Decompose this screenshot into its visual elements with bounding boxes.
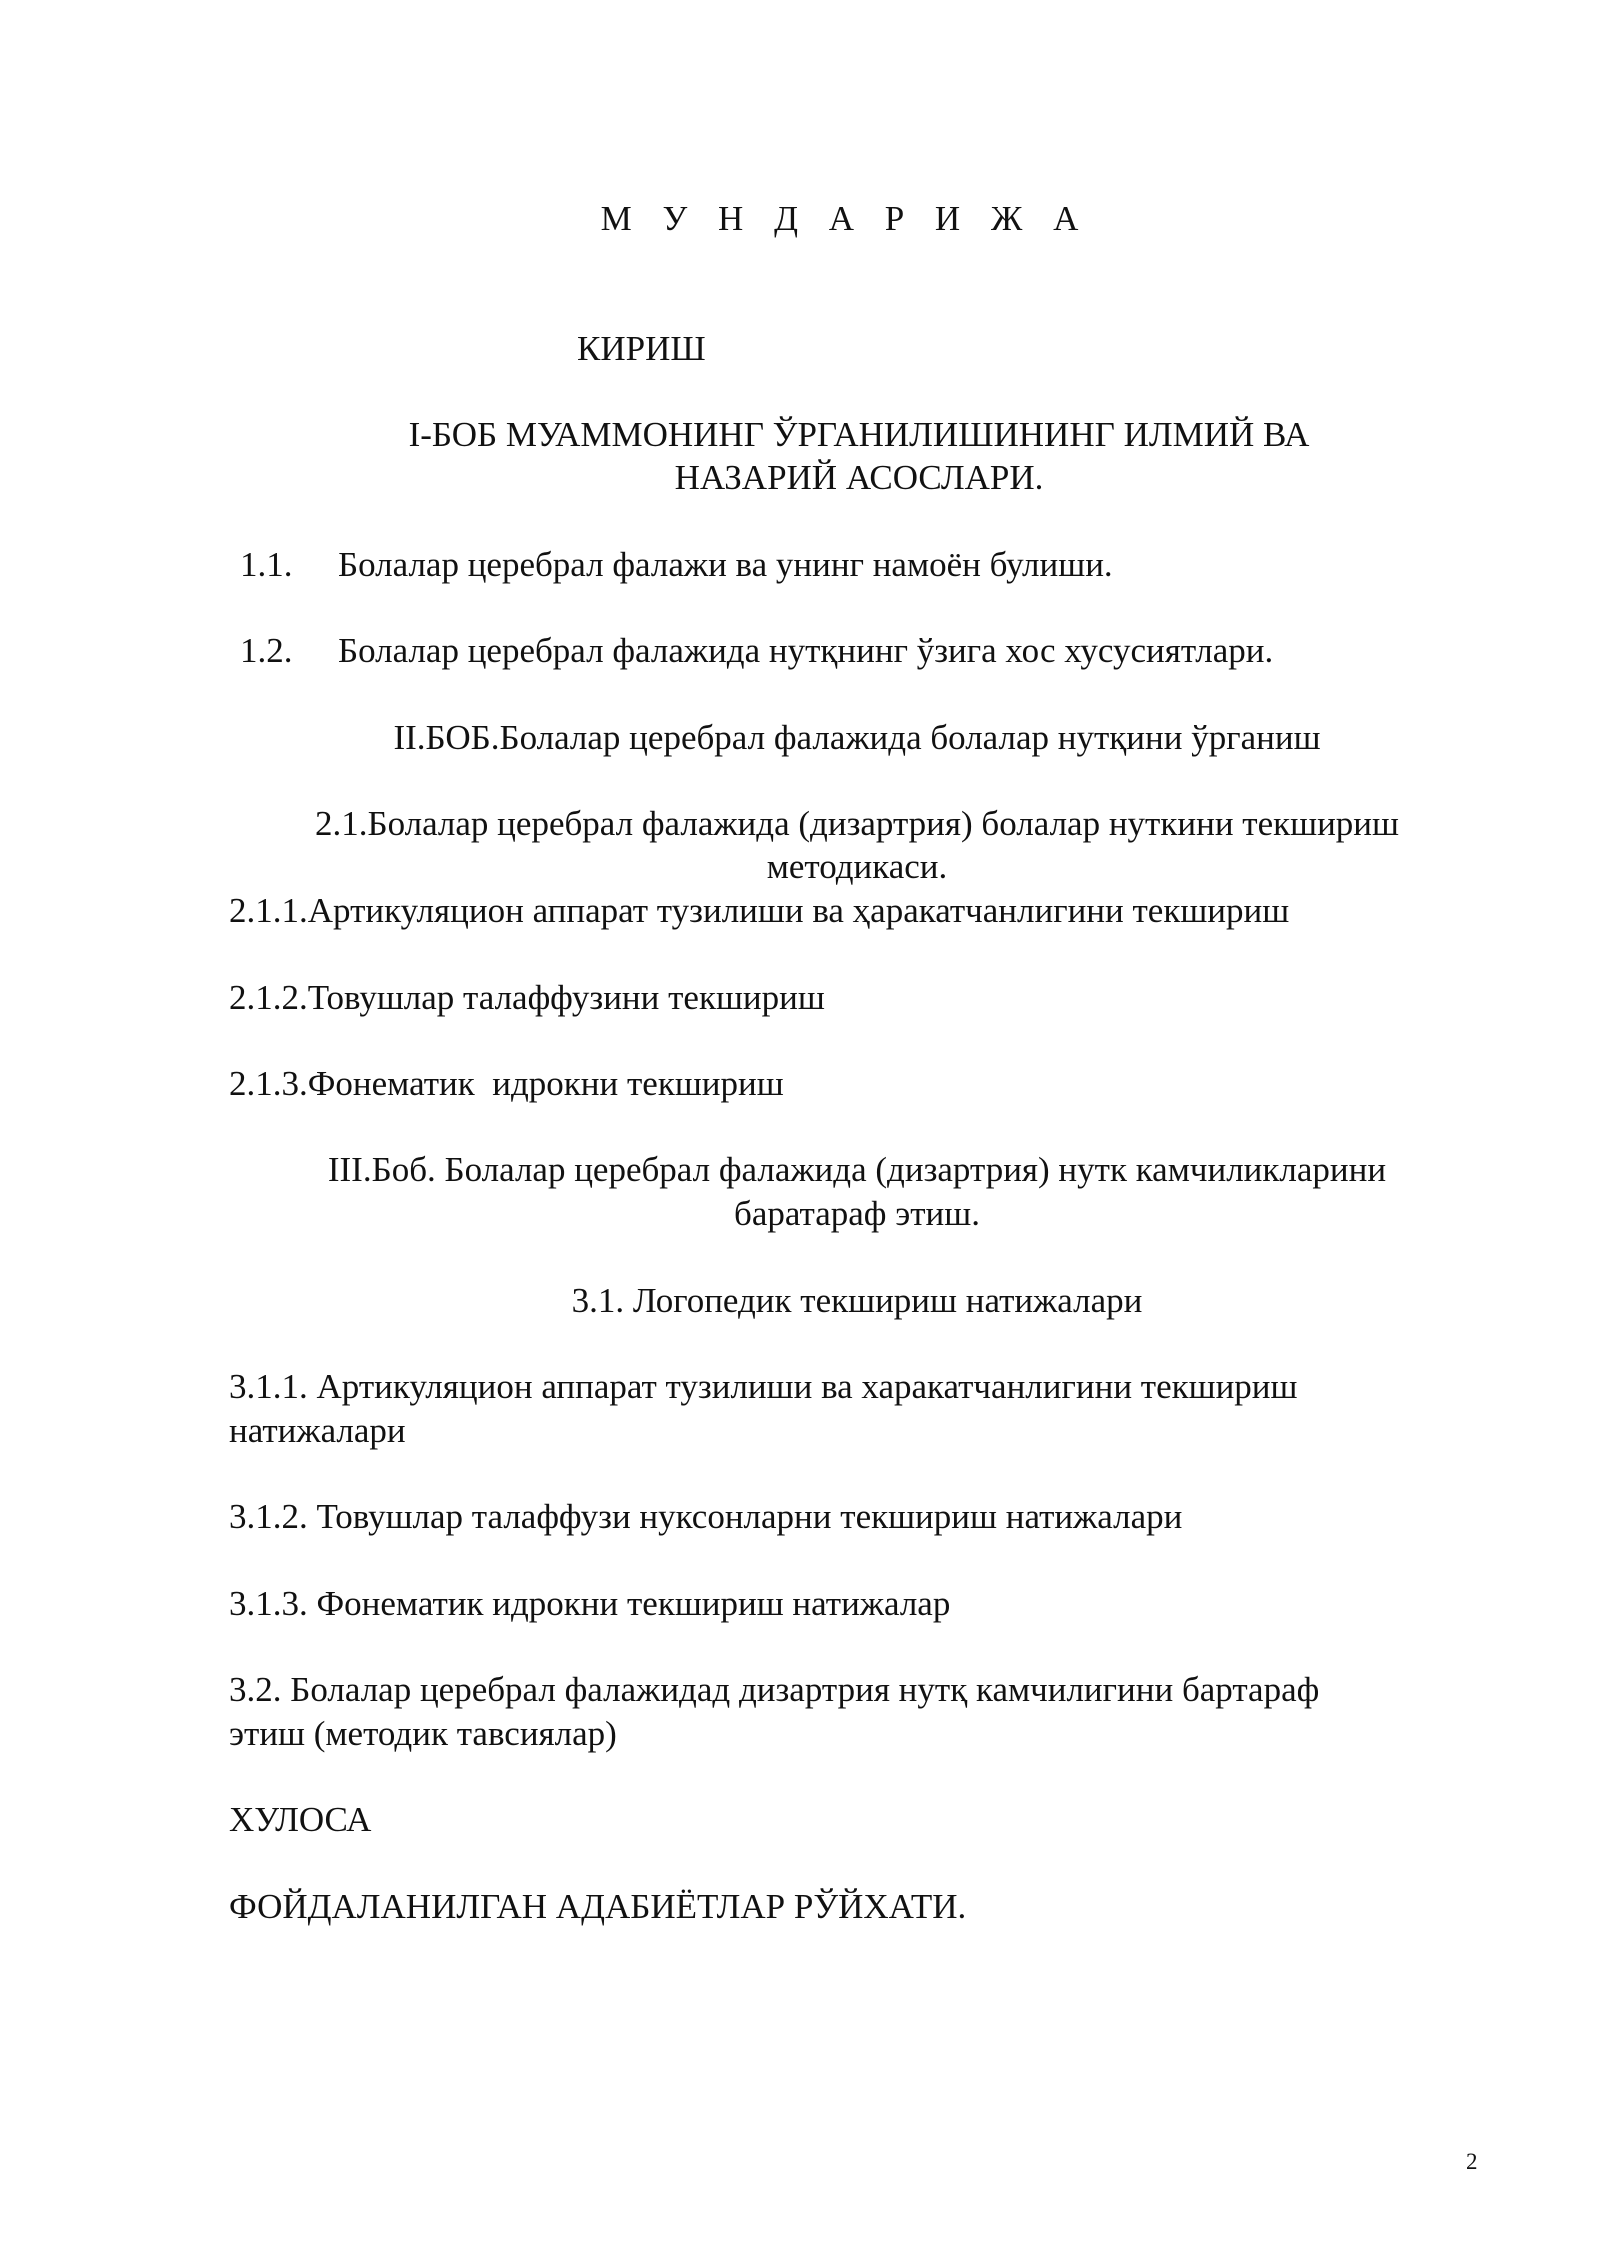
toc-item-2-1-line1: 2.1.Болалар церебрал фалажида (дизартрия) болалар нуткини текшириш <box>314 804 1399 843</box>
toc-item-3-1-2: 3.1.2. Товушлар талаффузи нуксонларни текшириш натижалари <box>229 1497 1183 1536</box>
toc-item-3-1: 3.1. Логопедик текшириш натижалари <box>571 1281 1143 1320</box>
toc-item-2-1-3: 2.1.3.Фонематик идрокни текшириш <box>229 1064 784 1103</box>
toc-title: М У Н Д А Р И Ж А <box>600 199 1090 238</box>
toc-item-text: Болалар церебрал фалажида нутқнинг ўзига хос хусусиятлари. <box>338 631 1274 670</box>
toc-item-2-1-line2: методикаси. <box>766 847 948 886</box>
toc-item-3-2-line2: этиш (методик тавсиялар) <box>229 1714 617 1753</box>
toc-intro: КИРИШ <box>577 329 706 368</box>
page-number: 2 <box>1466 2149 1478 2174</box>
toc-item-3-1-3: 3.1.3. Фонематик идрокни текшириш натижалар <box>229 1584 951 1623</box>
toc-chapter1-line2: НАЗАРИЙ АСОСЛАРИ. <box>674 458 1044 497</box>
toc-conclusion: ХУЛОСА <box>229 1800 372 1839</box>
toc-item-number: 1.2. <box>240 631 293 670</box>
toc-chapter2: II.БОБ.Болалар церебрал фалажида болалар нутқини ўрганиш <box>393 718 1321 757</box>
toc-item-3-1-1-line2: натижалари <box>229 1411 406 1450</box>
toc-chapter3-line2: баратараф этиш. <box>734 1194 980 1233</box>
toc-item-3-1-1-line1: 3.1.1. Артикуляцион аппарат тузилиши ва харакатчанлигини текшириш <box>229 1367 1298 1406</box>
toc-item-1-1 <box>240 543 1113 586</box>
toc-item-2-1-1: 2.1.1.Артикуляцион аппарат тузилиши ва ҳаракатчанлигини текшириш <box>229 891 1290 930</box>
toc-chapter1-line1: I-БОБ МУАММОНИНГ ЎРГАНИЛИШИНИНГ ИЛМИЙ ВА <box>408 415 1310 454</box>
toc-item-text: Болалар церебрал фалажи ва унинг намоён булиши. <box>338 545 1113 584</box>
toc-chapter3-line1: III.Боб. Болалар церебрал фалажида (дизартрия) нутк камчиликларини <box>327 1150 1387 1189</box>
toc-item-1-2 <box>240 629 1273 672</box>
toc-item-2-1-2: 2.1.2.Товушлар талаффузини текшириш <box>229 978 825 1017</box>
toc-item-number: 1.1. <box>240 545 293 584</box>
toc-item-3-2-line1: 3.2. Болалар церебрал фалажидад дизартрия нутқ камчилигини бартараф <box>229 1670 1320 1709</box>
toc-references: ФОЙДАЛАНИЛГАН АДАБИЁТЛАР РЎЙХАТИ. <box>229 1887 967 1926</box>
